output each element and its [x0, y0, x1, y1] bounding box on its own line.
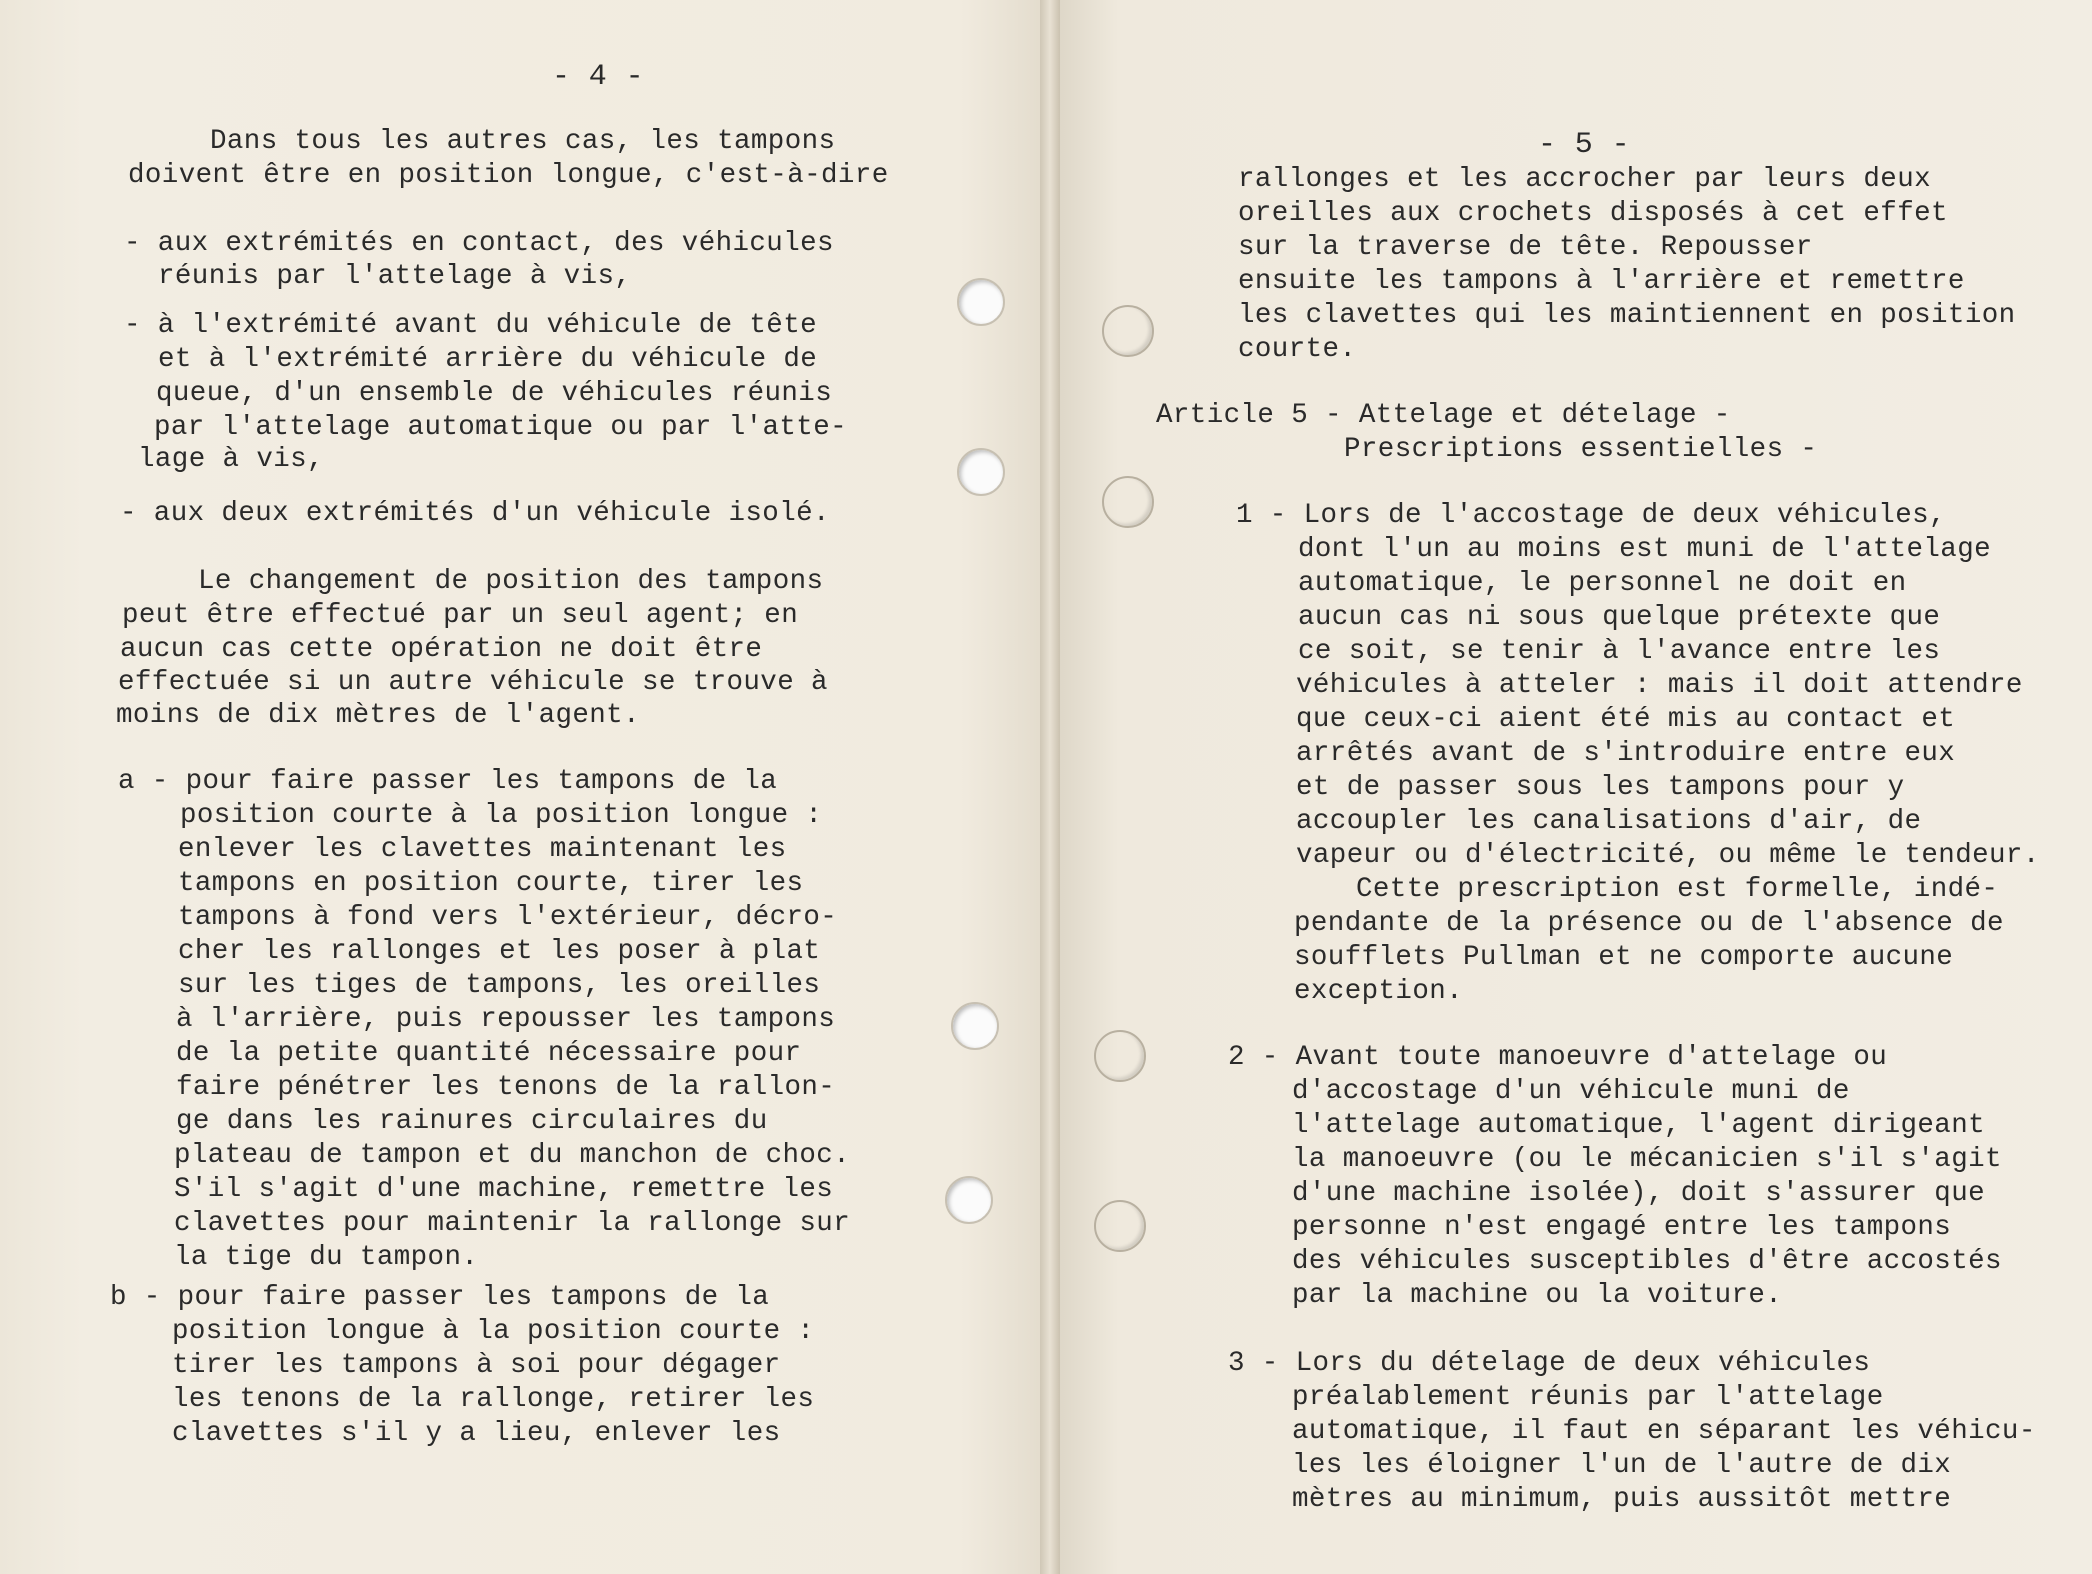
text-line: véhicules à atteler : mais il doit attendre [1296, 670, 2023, 701]
text-line: Le changement de position des tampons [198, 566, 824, 597]
text-line: les les éloigner l'un de l'autre de dix [1292, 1450, 1952, 1481]
text-line: exception. [1294, 976, 1464, 1007]
text-line: d'accostage d'un véhicule muni de [1292, 1076, 1850, 1107]
punch-hole-impression [1094, 1200, 1146, 1252]
text-line: ge dans les rainures circulaires du [176, 1106, 768, 1137]
text-line: par l'attelage automatique ou par l'atte- [154, 412, 848, 443]
text-line: a - pour faire passer les tampons de la [118, 766, 778, 797]
text-line: réunis par l'attelage à vis, [158, 261, 632, 292]
page-number: - 5 - [1538, 128, 1631, 162]
text-line: et à l'extrémité arrière du véhicule de [158, 344, 818, 375]
text-line: lage à vis, [138, 444, 324, 475]
text-line: la tige du tampon. [174, 1242, 479, 1273]
text-line: personne n'est engagé entre les tampons [1292, 1212, 1952, 1243]
punch-hole [951, 1002, 999, 1050]
text-line: 3 - Lors du dételage de deux véhicules [1228, 1348, 1871, 1379]
text-line: oreilles aux crochets disposés à cet effet [1238, 198, 1948, 229]
text-line: arrêtés avant de s'introduire entre eux [1296, 738, 1956, 769]
text-line: dont l'un au moins est muni de l'attelage [1298, 534, 1992, 565]
text-line: et de passer sous les tampons pour y [1296, 772, 1905, 803]
text-line: par la machine ou la voiture. [1292, 1280, 1783, 1311]
text-line: d'une machine isolée), doit s'assurer que [1292, 1178, 1986, 1209]
text-line: - à l'extrémité avant du véhicule de tête [124, 310, 818, 341]
text-line: les clavettes qui les maintiennent en position [1238, 300, 2016, 331]
text-line: Cette prescription est formelle, indé- [1356, 874, 1999, 905]
text-line: à l'arrière, puis repousser les tampons [176, 1004, 836, 1035]
text-line: ce soit, se tenir à l'avance entre les [1298, 636, 1941, 667]
text-line: 2 - Avant toute manoeuvre d'attelage ou [1228, 1042, 1888, 1073]
punch-hole-impression [1102, 305, 1154, 357]
text-line: tampons en position courte, tirer les [178, 868, 804, 899]
text-line: S'il s'agit d'une machine, remettre les [174, 1174, 834, 1205]
text-line: position courte à la position longue : [180, 800, 823, 831]
text-line: de la petite quantité nécessaire pour [176, 1038, 802, 1069]
text-line: peut être effectué par un seul agent; en [122, 600, 799, 631]
punch-hole [957, 278, 1005, 326]
text-line: effectuée si un autre véhicule se trouve à [118, 667, 828, 698]
text-line: des véhicules susceptibles d'être accostés [1292, 1246, 2002, 1277]
article-heading: Article 5 - Attelage et dételage - [1156, 400, 1731, 431]
text-line: automatique, le personnel ne doit en [1298, 568, 1907, 599]
text-line: rallonges et les accrocher par leurs deux [1238, 164, 1932, 195]
text-line: queue, d'un ensemble de véhicules réunis [156, 378, 833, 409]
text-line: tampons à fond vers l'extérieur, décro- [178, 902, 838, 933]
text-line: b - pour faire passer les tampons de la [110, 1282, 770, 1313]
punch-hole [945, 1176, 993, 1224]
text-line: automatique, il faut en séparant les véhicu- [1292, 1416, 2036, 1447]
text-line: que ceux-ci aient été mis au contact et [1296, 704, 1956, 735]
text-line: ensuite les tampons à l'arrière et remettre [1238, 266, 1965, 297]
text-line: accoupler les canalisations d'air, de [1296, 806, 1922, 837]
page-number: - 4 - [552, 60, 645, 94]
text-line: clavettes pour maintenir la rallonge sur [174, 1208, 851, 1239]
text-line: doivent être en position longue, c'est-à-dire [128, 160, 889, 191]
text-line: vapeur ou d'électricité, ou même le tendeur. [1296, 840, 2040, 871]
text-line: aucun cas cette opération ne doit être [120, 634, 763, 665]
text-line: la manoeuvre (ou le mécanicien s'il s'agit [1292, 1144, 2002, 1175]
text-line: tirer les tampons à soi pour dégager [172, 1350, 781, 1381]
text-line: préalablement réunis par l'attelage [1292, 1382, 1884, 1413]
text-line: sur la traverse de tête. Repousser [1238, 232, 1813, 263]
text-line: 1 - Lors de l'accostage de deux véhicules, [1236, 500, 1946, 531]
text-line: - aux deux extrémités d'un véhicule isolé. [120, 498, 830, 529]
text-line: faire pénétrer les tenons de la rallon- [176, 1072, 836, 1103]
punch-hole [957, 448, 1005, 496]
text-line: Dans tous les autres cas, les tampons [210, 126, 836, 157]
text-line: les tenons de la rallonge, retirer les [172, 1384, 815, 1415]
book-gutter [1040, 0, 1060, 1574]
text-line: sur les tiges de tampons, les oreilles [178, 970, 821, 1001]
text-line: l'attelage automatique, l'agent dirigeant [1292, 1110, 1986, 1141]
text-line: position longue à la position courte : [172, 1316, 815, 1347]
text-line: mètres au minimum, puis aussitôt mettre [1292, 1484, 1952, 1515]
text-line: plateau de tampon et du manchon de choc. [174, 1140, 851, 1171]
text-line: clavettes s'il y a lieu, enlever les [172, 1418, 781, 1449]
text-line: enlever les clavettes maintenant les [178, 834, 787, 865]
text-line: moins de dix mètres de l'agent. [116, 700, 640, 731]
text-line: cher les rallonges et les poser à plat [178, 936, 821, 967]
punch-hole-impression [1094, 1030, 1146, 1082]
article-heading: Prescriptions essentielles - [1344, 434, 1818, 465]
text-line: pendante de la présence ou de l'absence de [1294, 908, 2004, 939]
text-line: - aux extrémités en contact, des véhicules [124, 228, 834, 259]
text-line: courte. [1238, 334, 1357, 365]
text-line: aucun cas ni sous quelque prétexte que [1298, 602, 1941, 633]
text-line: soufflets Pullman et ne comporte aucune [1294, 942, 1954, 973]
punch-hole-impression [1102, 476, 1154, 528]
